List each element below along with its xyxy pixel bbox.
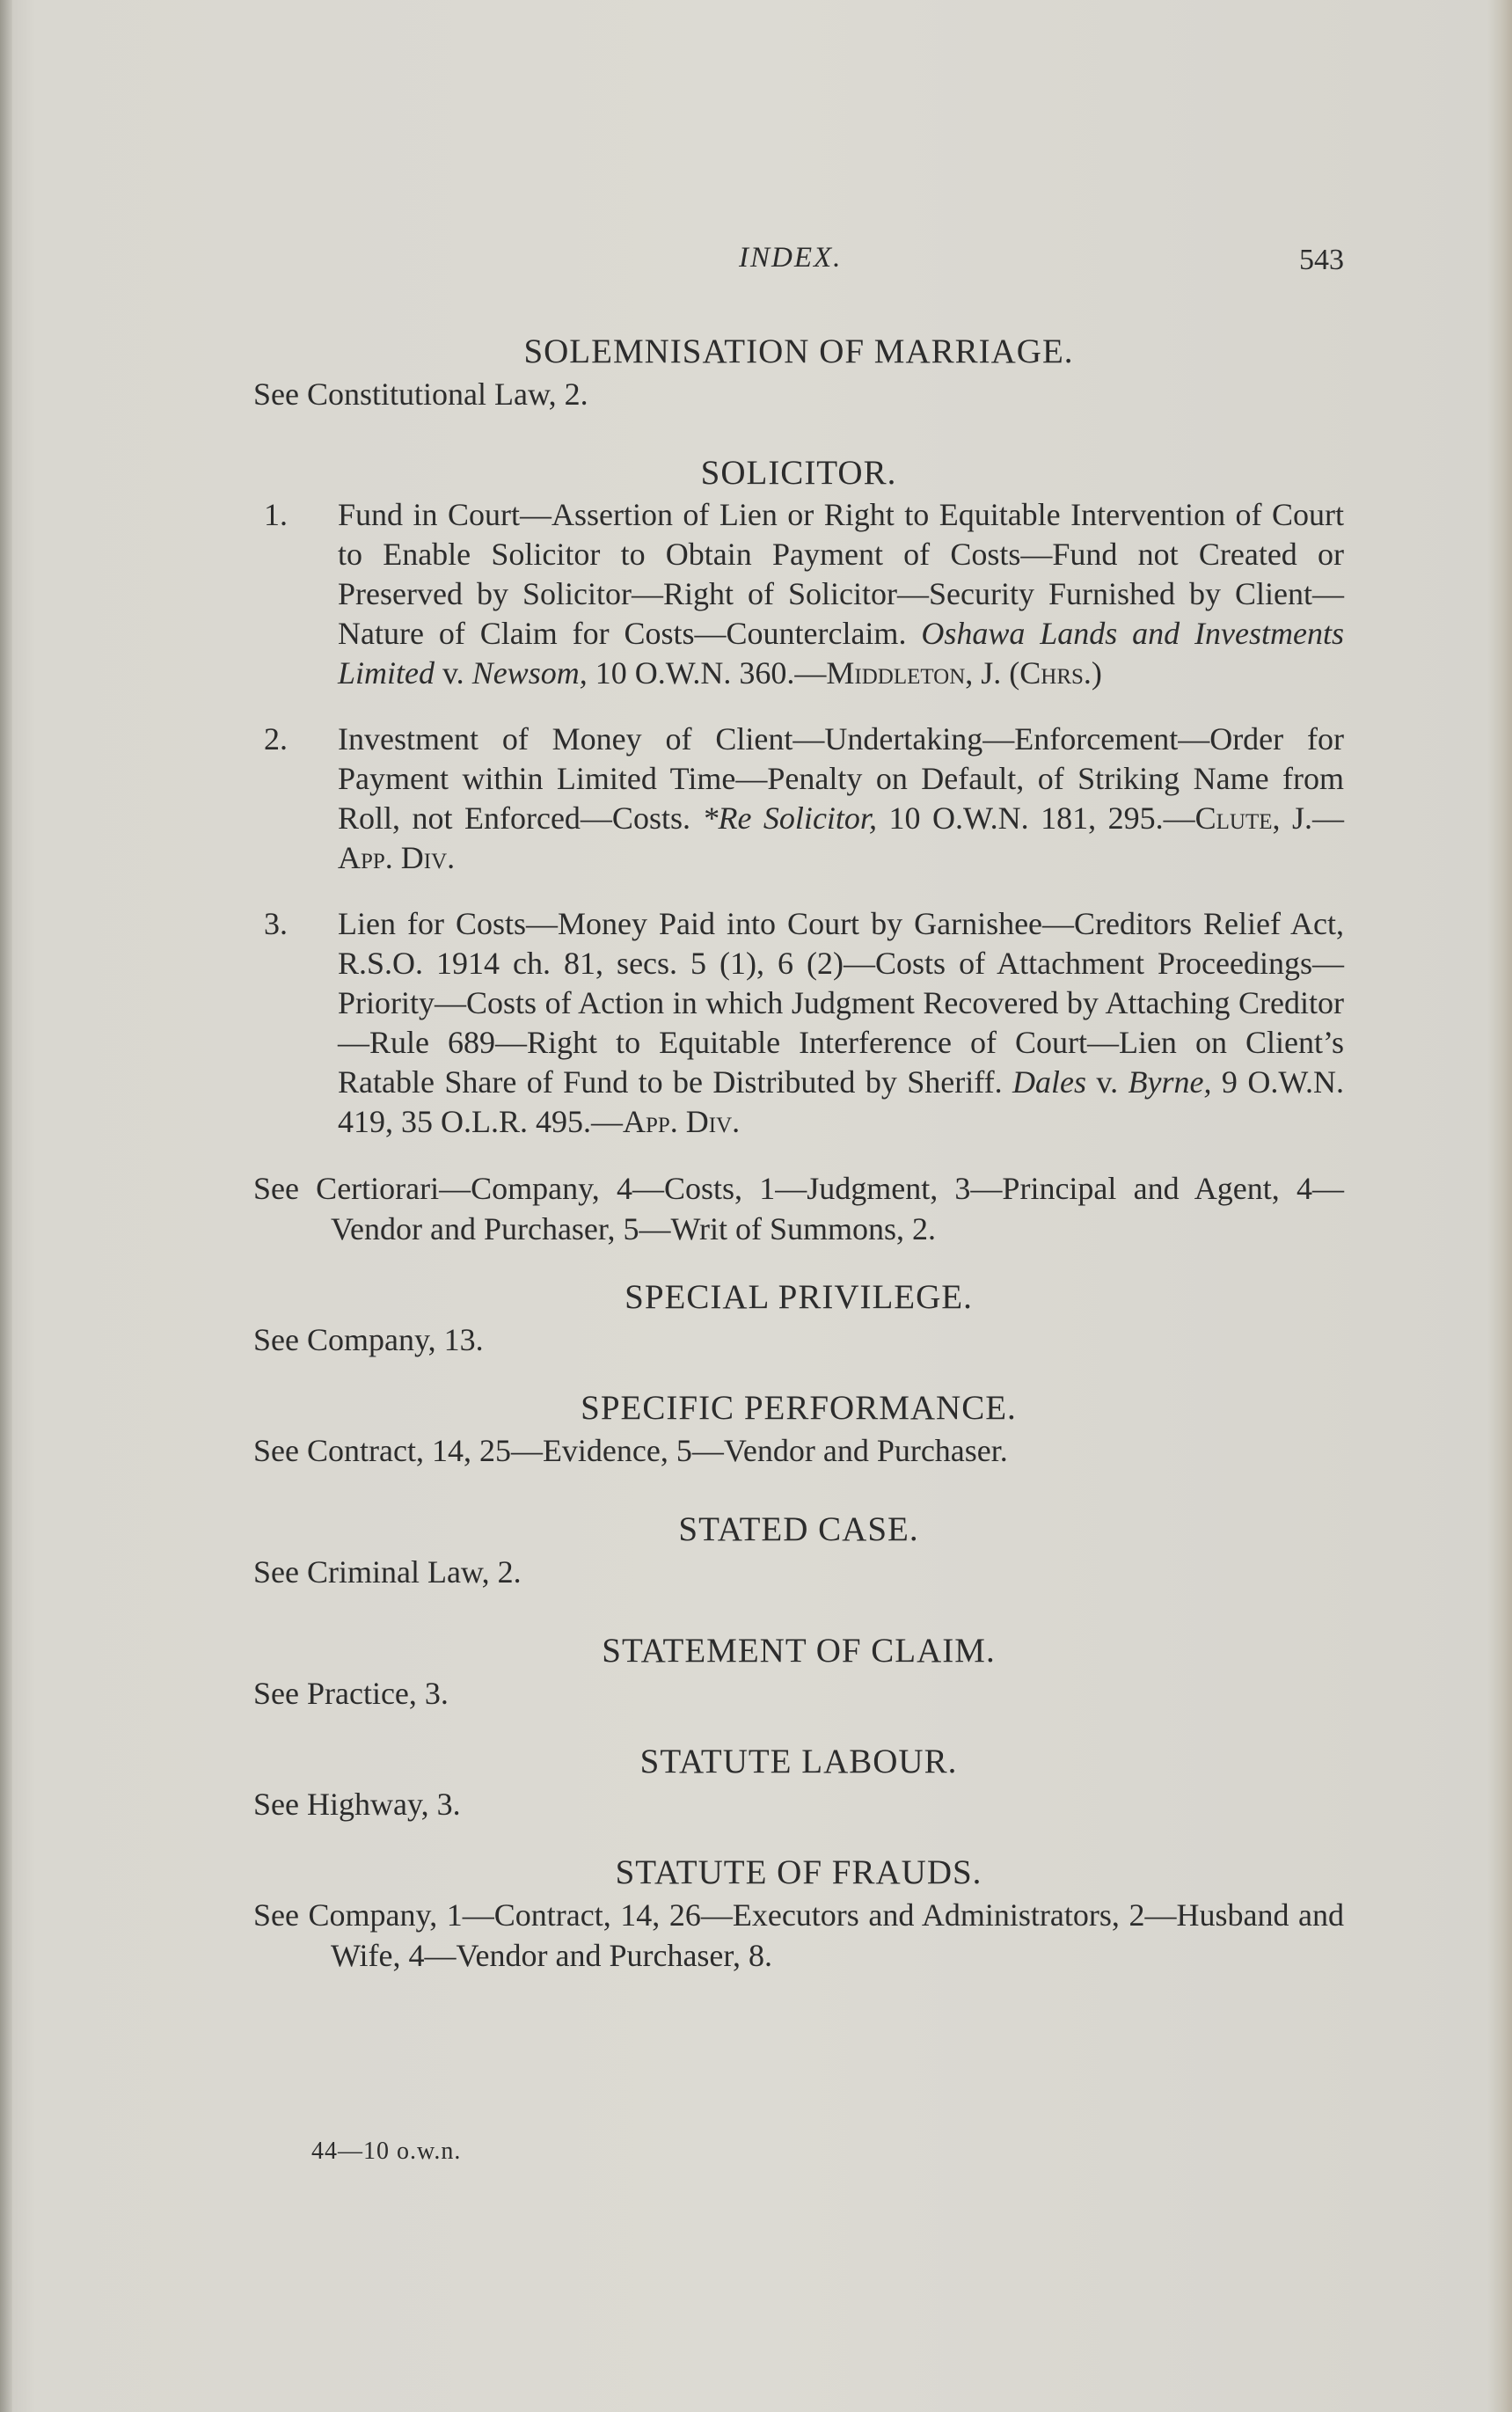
index-entry	[253, 904, 1344, 1142]
heading-solicitor: SOLICITOR.	[700, 454, 897, 492]
judge: App. Div.	[623, 1104, 741, 1139]
running-head-title: INDEX.	[739, 242, 843, 274]
entry-number: 1.	[264, 497, 288, 532]
book-spine-shadow	[0, 0, 12, 2412]
citation: 9 O.W.N. 419, 35 O.L.R. 495.—	[338, 1064, 1344, 1139]
page-number: 543	[1299, 244, 1344, 276]
case-name-2: Byrne,	[1128, 1064, 1212, 1100]
heading-special-privilege: SPECIAL PRIVILEGE.	[625, 1278, 973, 1316]
index-entry	[253, 720, 1344, 878]
page-edge	[1487, 0, 1512, 2412]
entry-number: 2.	[264, 721, 288, 756]
case-name: Dales	[1012, 1064, 1086, 1100]
heading-stated-case: STATED CASE.	[678, 1510, 919, 1548]
case-versus: v.	[435, 655, 472, 691]
see-reference: See Company, 1—Contract, 14, 26—Executors and Administrators, 2—Husband and Wife, 4—Vendor and Purchaser, 8.	[253, 1897, 1344, 1973]
judge: Middleton, J. (Chrs.)	[826, 655, 1102, 691]
see-reference: See Highway, 3.	[253, 1787, 461, 1822]
case-name-2: Newsom,	[471, 655, 588, 691]
entry-number: 3.	[264, 906, 288, 941]
see-reference: See Criminal Law, 2.	[253, 1554, 522, 1590]
see-reference: See Constitutional Law, 2.	[253, 376, 588, 412]
see-reference: See Contract, 14, 25—Evidence, 5—Vendor and Purchaser.	[253, 1433, 1008, 1468]
case-versus: v.	[1086, 1064, 1129, 1100]
index-entry	[253, 495, 1344, 693]
heading-statute-of-frauds: STATUTE OF FRAUDS.	[615, 1853, 982, 1891]
citation: 10 O.W.N. 360.—	[587, 655, 827, 691]
heading-statute-labour: STATUTE LABOUR.	[639, 1743, 958, 1780]
citation: 10 O.W.N. 181, 295.—	[876, 800, 1195, 836]
see-reference: See Practice, 3.	[253, 1676, 449, 1711]
entry-text: Investment of Money of Client—Undertaking—Enforcement—Order for Payment within Limited Time—Penalty on Default, of Striking Name from Roll, not Enforced—Costs.	[338, 721, 1344, 836]
heading-solemnisation: SOLEMNISATION OF MARRIAGE.	[523, 333, 1074, 370]
heading-specific-performance: SPECIFIC PERFORMANCE.	[581, 1389, 1017, 1427]
judge: Clute, J.—App. Div.	[338, 800, 1344, 875]
signature-mark: 44—10 o.w.n.	[311, 2138, 462, 2165]
running-head	[253, 242, 1344, 284]
index-body	[253, 330, 1344, 1976]
case-name: *Re Solicitor,	[702, 800, 877, 836]
entry-text: Lien for Costs—Money Paid into Court by Garnishee—Creditors Relief Act, R.S.O. 1914 ch. 81, secs. 5 (1), 6 (2)—Costs of Attachment Proceedings—Priority—Costs of Action in which Judgment Recovered by Attaching Creditor—Rule 689—Right to Equitable Interference of Court—Lien on Client’s Ratable Share of Fund to be Distributed by Sheriff.	[338, 906, 1344, 1100]
case-name: Oshawa Lands and Investments Limited	[338, 616, 1344, 691]
entry-text: Fund in Court—Assertion of Lien or Right to Equitable Intervention of Court to Enable Solicitor to Obtain Payment of Costs—Fund not Created or Preserved by Solicitor—Right of Solicitor—Security Furnished by Client—Nature of Claim for Costs—Counterclaim.	[338, 497, 1344, 651]
see-reference: See Company, 13.	[253, 1322, 484, 1357]
see-reference: See Certiorari—Company, 4—Costs, 1—Judgment, 3—Principal and Agent, 4—Vendor and Purchaser, 5—Writ of Summons, 2.	[253, 1171, 1344, 1246]
heading-statement-of-claim: STATEMENT OF CLAIM.	[602, 1632, 996, 1670]
